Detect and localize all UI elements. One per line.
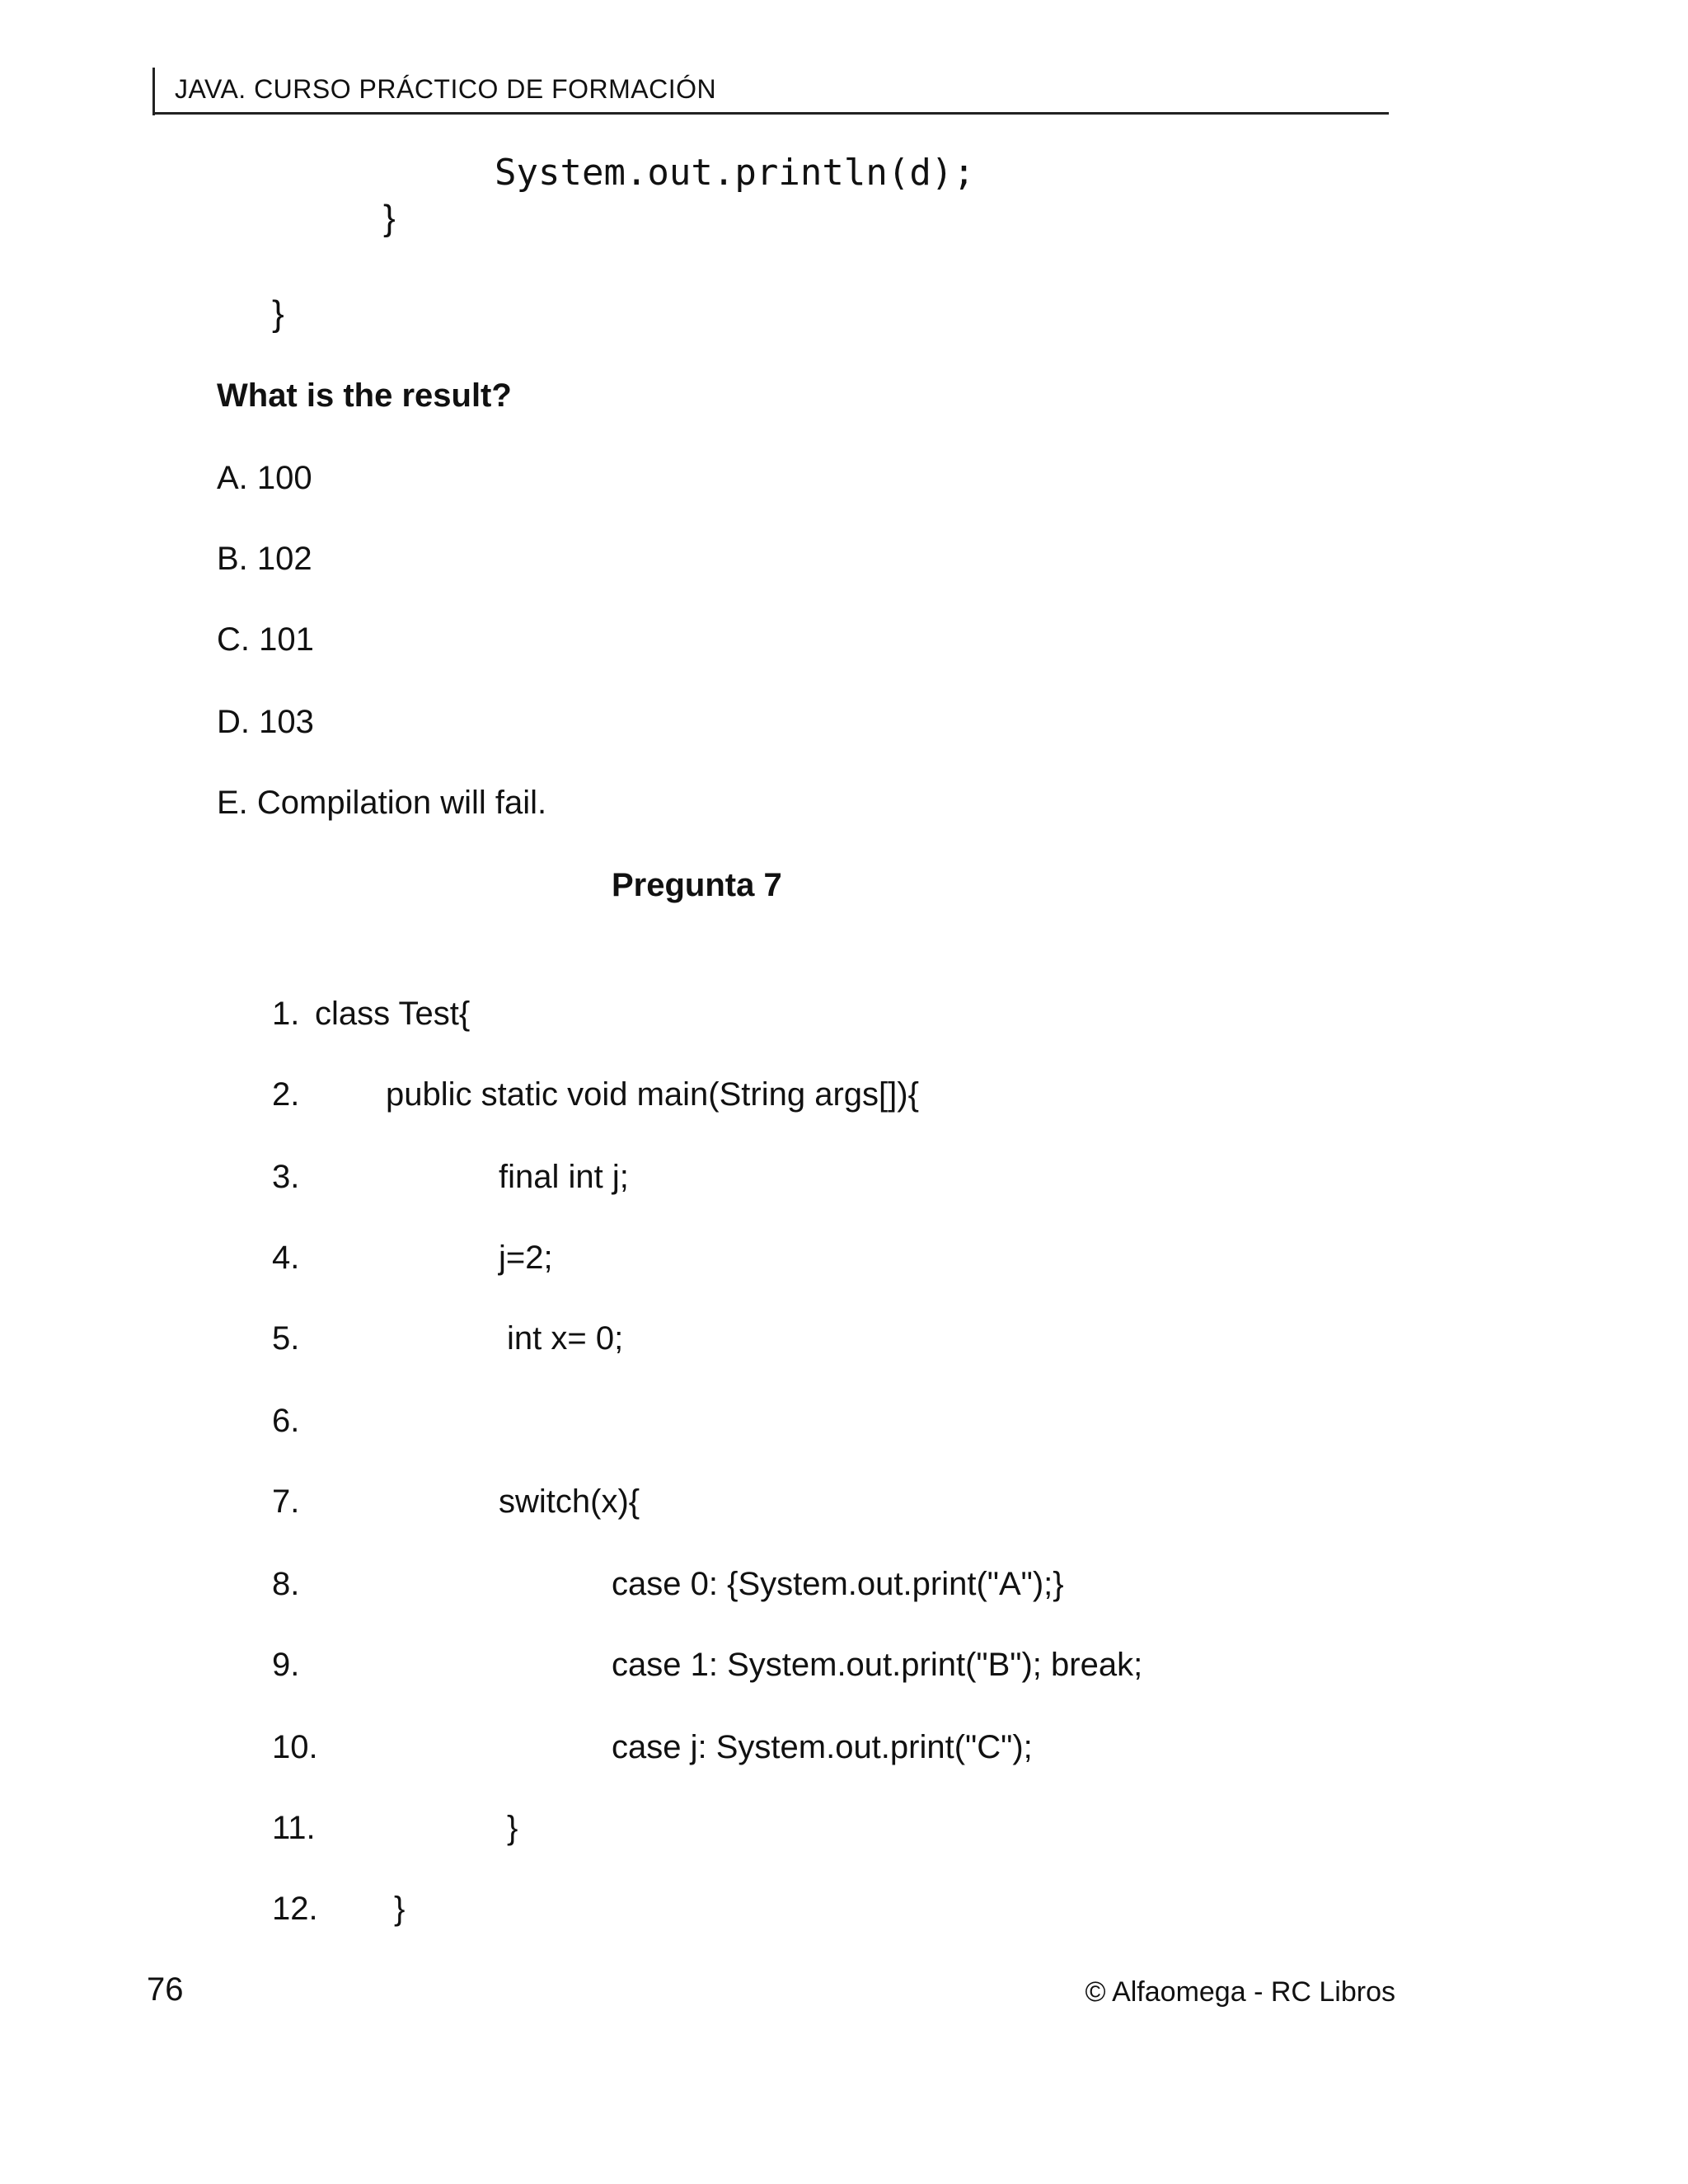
line-text: class Test{ bbox=[315, 996, 471, 1032]
line-number: 7. bbox=[272, 1483, 300, 1520]
line-text: final int j; bbox=[499, 1159, 629, 1195]
answer-option-c: C. 101 bbox=[217, 621, 314, 658]
section-title: Pregunta 7 bbox=[612, 867, 782, 903]
line-text: } bbox=[394, 1891, 406, 1927]
code-line bbox=[0, 1483, 1401, 1525]
code-outer-brace: } bbox=[272, 293, 284, 334]
code-line bbox=[0, 1320, 1401, 1361]
line-number: 11. bbox=[272, 1810, 316, 1846]
code-line bbox=[0, 1810, 1401, 1851]
code-inner-brace: } bbox=[383, 198, 396, 238]
line-number: 9. bbox=[272, 1647, 300, 1683]
page-number: 76 bbox=[147, 1971, 184, 2008]
answer-option-e: E. Compilation will fail. bbox=[217, 785, 547, 821]
code-line bbox=[0, 1076, 1401, 1118]
line-number: 8. bbox=[272, 1566, 300, 1602]
header-rule-vertical bbox=[152, 68, 155, 115]
line-number: 5. bbox=[272, 1320, 300, 1357]
code-line bbox=[0, 1240, 1401, 1281]
line-number: 12. bbox=[272, 1891, 318, 1927]
code-line bbox=[0, 1891, 1401, 1932]
line-text: int x= 0; bbox=[507, 1320, 624, 1357]
answer-option-d: D. 103 bbox=[217, 704, 314, 740]
line-number: 10. bbox=[272, 1729, 318, 1765]
line-number: 1. bbox=[272, 996, 300, 1032]
code-line bbox=[0, 1403, 1401, 1444]
answer-option-b: B. 102 bbox=[217, 541, 312, 577]
code-line bbox=[0, 1159, 1401, 1200]
code-println-line: System.out.println(d); bbox=[495, 152, 975, 194]
line-text: } bbox=[507, 1810, 518, 1846]
line-text: public static void main(String args[]){ bbox=[386, 1076, 919, 1113]
line-text: case 0: {System.out.print("A");} bbox=[612, 1566, 1064, 1602]
line-number: 6. bbox=[272, 1403, 300, 1439]
answer-option-a: A. 100 bbox=[217, 460, 312, 496]
line-text: switch(x){ bbox=[499, 1483, 640, 1520]
line-number: 2. bbox=[272, 1076, 300, 1113]
question-prompt: What is the result? bbox=[217, 377, 512, 414]
line-text: j=2; bbox=[499, 1240, 553, 1276]
line-text: case j: System.out.print("C"); bbox=[612, 1729, 1033, 1765]
code-line bbox=[0, 1647, 1401, 1688]
copyright-notice: © Alfaomega - RC Libros bbox=[1085, 1976, 1395, 2008]
header-rule-horizontal bbox=[152, 112, 1389, 115]
line-number: 4. bbox=[272, 1240, 300, 1276]
line-number: 3. bbox=[272, 1159, 300, 1195]
line-text: case 1: System.out.print("B"); break; bbox=[612, 1647, 1143, 1683]
code-line bbox=[0, 996, 1401, 1037]
code-line bbox=[0, 1729, 1401, 1770]
running-header: JAVA. CURSO PRÁCTICO DE FORMACIÓN bbox=[175, 74, 717, 104]
code-line bbox=[0, 1566, 1401, 1607]
